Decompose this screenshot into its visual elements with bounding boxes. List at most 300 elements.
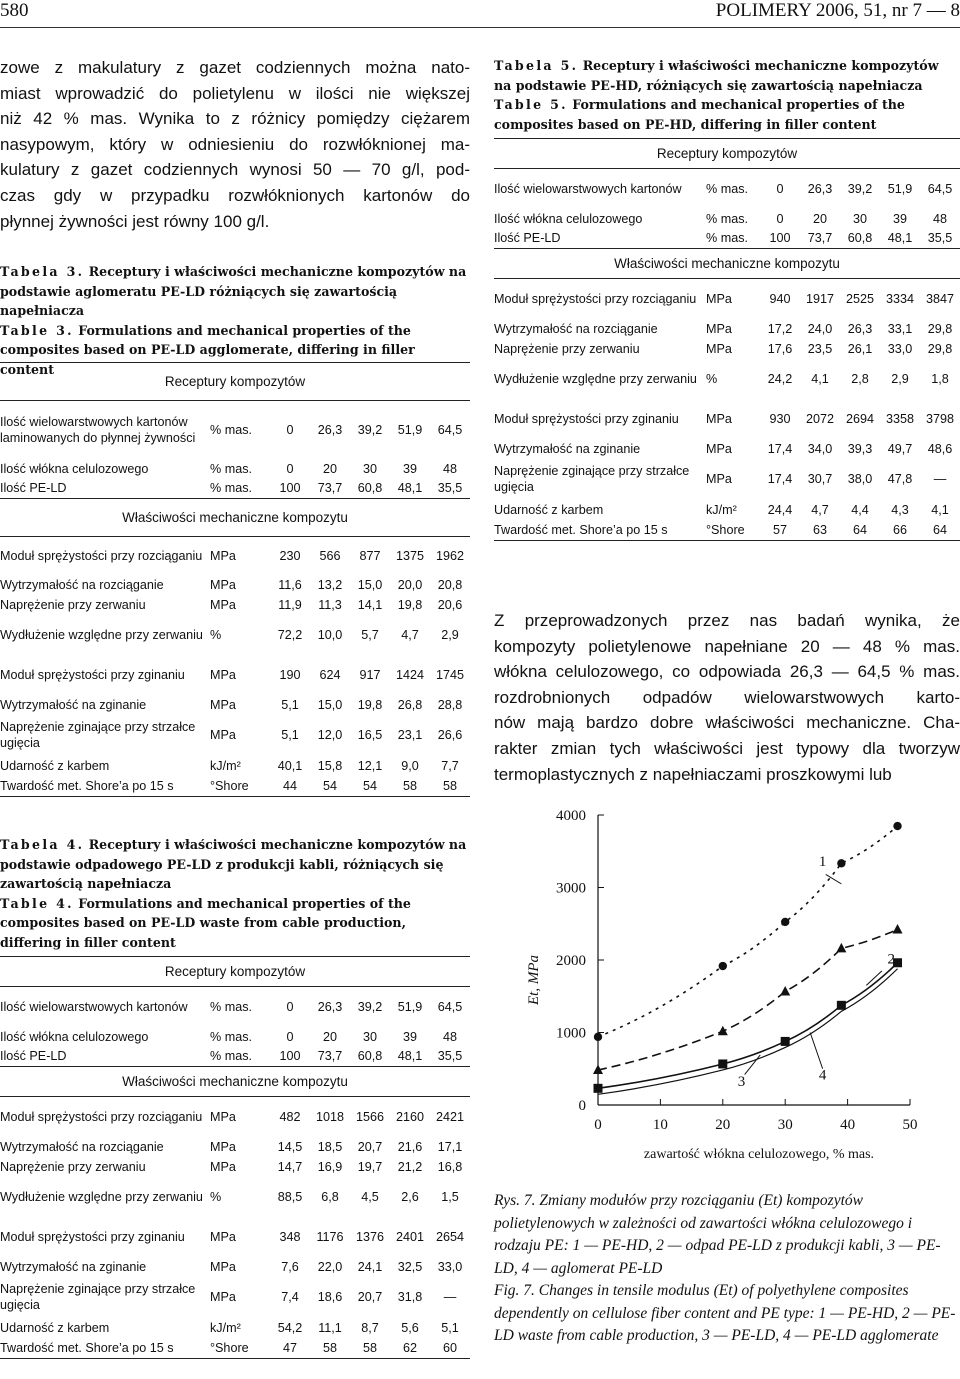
cell-value: 24,2	[767, 371, 793, 386]
table-row	[0, 1339, 470, 1359]
series-line-3	[598, 969, 898, 1095]
cell-value: 33,0	[437, 1259, 463, 1274]
cell-value: 1962	[435, 548, 465, 563]
y-tick-label: 3000	[556, 880, 586, 897]
curve-leader-4	[810, 1033, 822, 1069]
cell-value: 54	[322, 779, 337, 794]
row-unit: MPa	[210, 667, 236, 682]
cell-value: 51,9	[397, 999, 423, 1014]
cell-value: 10,0	[317, 627, 343, 642]
row-unit: MPa	[706, 471, 732, 486]
cell-value: 2525	[845, 291, 875, 306]
cell-value: 1566	[355, 1109, 385, 1124]
figure7-chart	[494, 800, 960, 1180]
data-point-s1	[837, 859, 845, 867]
text-line: rozdrobnionych odpadów wielowarstwowych karto-	[494, 687, 960, 707]
cell-value: 64,5	[437, 422, 463, 437]
text-line: niż 42 % mas. Wynika to z różnicy pomiędzy ciężarem	[0, 109, 470, 129]
table-row	[0, 575, 470, 595]
cell-value: 15,0	[317, 697, 343, 712]
cell-value: 44	[282, 779, 297, 794]
cell-value: 22,0	[317, 1259, 343, 1274]
table-row	[0, 1277, 470, 1317]
figure7-caption	[494, 1190, 960, 1348]
curve-label-2: 2	[887, 951, 896, 968]
row-unit: %	[210, 1189, 222, 1204]
cell-value: 917	[359, 667, 381, 682]
row-unit: MPa	[210, 1289, 236, 1304]
row-unit: % mas.	[210, 461, 252, 476]
cell-value: 30,7	[807, 471, 833, 486]
table-row	[0, 1027, 470, 1047]
cell-value: 2,9	[441, 627, 459, 642]
series-line-4	[598, 963, 898, 1089]
table-row	[0, 755, 470, 777]
cell-value: 54,2	[277, 1320, 303, 1335]
cell-value: 26,1	[847, 341, 873, 356]
cell-value: 23,1	[397, 727, 423, 742]
cell-value: 230	[279, 548, 301, 563]
cell-value: 2160	[395, 1109, 425, 1124]
row-unit: MPa	[706, 441, 732, 456]
cell-value: 16,5	[357, 727, 383, 742]
x-tick-label: 0	[594, 1117, 602, 1133]
cell-value: 30	[362, 461, 377, 476]
cell-value: 73,7	[807, 231, 833, 246]
cell-value: 940	[769, 291, 791, 306]
row-label: Wydłużenie względne przy zerwaniu	[494, 371, 697, 386]
data-point-s4	[594, 1084, 603, 1093]
row-unit: °Shore	[210, 1341, 249, 1356]
data-point-s1	[719, 962, 727, 970]
cell-value: 3334	[885, 291, 915, 306]
row-label: Moduł sprężystości przy zginaniu	[0, 1229, 185, 1244]
data-point-s2	[780, 986, 790, 996]
cell-value: 48	[442, 1029, 457, 1044]
table-row	[0, 1317, 470, 1339]
cell-value: 0	[286, 422, 294, 437]
cell-value: 1,5	[441, 1189, 459, 1204]
table-row	[0, 615, 470, 655]
cell-value: 1,8	[931, 371, 949, 386]
cell-value: 51,9	[397, 422, 423, 437]
figure7-caption-pl: Rys. 7. Zmiany modułów przy rozciąganiu (Et) kompozytów polietylenowych w zależności od zawartości włókna celulozowego i rodzaju PE: 1 — PE-HD, 2 — odpad PE-LD z produkcji kabli, 3 — PE-LD, 4 — aglomerat PE-LD	[494, 1192, 941, 1277]
cell-value: 7,6	[281, 1259, 299, 1274]
cell-value: 100	[769, 231, 791, 246]
text-line: termoplastycznych z napełniaczami proszkowymi lub	[494, 764, 892, 784]
page-number: 580	[0, 0, 29, 21]
cell-value: 4,7	[401, 627, 419, 642]
cell-value: 2694	[845, 411, 875, 426]
cell-value: 62	[402, 1341, 417, 1356]
cell-value: 66	[892, 523, 907, 538]
cell-value: 14,1	[357, 597, 383, 612]
row-label: Ilość włókna celulozowego	[0, 461, 149, 476]
table3-caption-en: Formulations and mechanical properties of the composites based on PE-LD agglomerate, differing in filler content	[0, 322, 415, 377]
cell-value: 14,5	[277, 1139, 303, 1154]
cell-value: 39,2	[357, 422, 383, 437]
data-point-s1	[594, 1033, 602, 1041]
cell-value: 39,2	[357, 999, 383, 1014]
table-row	[0, 1177, 470, 1217]
cell-value: 5,1	[281, 727, 299, 742]
right-paragraph	[494, 608, 960, 787]
cell-value: 48,1	[397, 481, 423, 496]
cell-value: 60	[442, 1341, 457, 1356]
cell-value: 28,8	[437, 697, 463, 712]
row-label: Wytrzymałość na zginanie	[494, 441, 641, 456]
data-point-s2	[836, 943, 846, 953]
cell-value: 58	[362, 1341, 377, 1356]
cell-value: 23,5	[807, 341, 833, 356]
table-row	[0, 401, 470, 459]
table-row	[494, 209, 960, 229]
cell-value: 0	[776, 181, 784, 196]
cell-value: 2654	[435, 1229, 465, 1244]
row-unit: % mas.	[210, 999, 252, 1014]
row-unit: MPa	[210, 727, 236, 742]
cell-value: 20,8	[437, 577, 463, 592]
row-label: Wydłużenie względne przy zerwaniu	[0, 1189, 203, 1204]
cell-value: 5,1	[281, 697, 299, 712]
table4-label-pl: Tabela 4.	[0, 837, 85, 852]
cell-value: 47,8	[887, 471, 913, 486]
cell-value: 48,1	[887, 231, 913, 246]
y-axis-label: Et, MPa	[526, 955, 542, 1005]
table-header-wlasciwosci	[0, 1067, 470, 1097]
table-row	[494, 279, 960, 319]
cell-value: 64	[852, 523, 867, 538]
text-line: nasypowym, który w odniesieniu do rozwłóknionej ma-	[0, 134, 470, 154]
cell-value: 566	[319, 548, 341, 563]
row-label: Ilość włókna celulozowego	[0, 1029, 149, 1044]
table-row	[0, 777, 470, 797]
row-unit: kJ/m²	[210, 758, 241, 773]
table3-caption-pl: Receptury i właściwości mechaniczne kompozytów na podstawie aglomeratu PE-LD różniących się zawartością napełniacza	[0, 264, 467, 318]
x-tick-label: 10	[652, 1117, 668, 1133]
cell-value: 49,7	[887, 441, 913, 456]
table-header-wlasciwosci	[0, 499, 470, 537]
cell-value: 58	[402, 779, 417, 794]
table-row	[0, 1217, 470, 1257]
cell-value: 17,1	[437, 1139, 463, 1154]
cell-value: 16,9	[317, 1159, 343, 1174]
cell-value: 190	[279, 667, 301, 682]
text-line: kompozyty polietylenowe napełniane 20 — 48 % mas.	[494, 636, 960, 656]
row-unit: °Shore	[210, 779, 249, 794]
cell-value: 29,8	[927, 341, 953, 356]
row-label: Wytrzymałość na rozciąganie	[0, 577, 164, 592]
cell-value: 1018	[315, 1109, 345, 1124]
cell-value: 35,5	[927, 231, 953, 246]
header-rule	[0, 27, 960, 28]
row-label: Moduł sprężystości przy rozciąganiu	[0, 548, 203, 563]
cell-value: 17,6	[767, 341, 793, 356]
cell-value: 19,7	[357, 1159, 383, 1174]
data-point-s4	[718, 1059, 727, 1068]
cell-value: 24,1	[357, 1259, 383, 1274]
cell-value: 26,8	[397, 697, 423, 712]
table-row	[494, 169, 960, 209]
y-tick-label: 4000	[556, 808, 586, 824]
x-tick-label: 20	[715, 1117, 731, 1133]
row-label: Ilość wielowarstwowych kartonów laminowanych do płynnej żywności	[0, 414, 196, 445]
cell-value: 47	[282, 1341, 297, 1356]
cell-value: 11,6	[278, 577, 302, 592]
table-row	[494, 229, 960, 249]
row-label: Wytrzymałość na rozciąganie	[494, 321, 658, 336]
table4-caption	[0, 835, 470, 952]
cell-value: 48,6	[927, 441, 953, 456]
row-label: Twardość met. Shore’a po 15 s	[0, 1341, 174, 1356]
cell-value: 7,4	[281, 1289, 299, 1304]
cell-value: 24,4	[767, 502, 793, 517]
row-label: Wydłużenie względne przy zerwaniu	[0, 627, 203, 642]
table-row	[0, 459, 470, 479]
table-header-wlasciwosci-text: Właściwości mechaniczne kompozytu	[0, 499, 470, 537]
table-row	[494, 439, 960, 459]
table-header-wlasciwosci-text: Właściwości mechaniczne kompozytu	[0, 1067, 470, 1097]
table3	[0, 362, 470, 797]
row-label: Naprężenie zginające przy strzałce ugięcia	[0, 719, 196, 750]
cell-value: 8,7	[361, 1320, 379, 1335]
row-label: Naprężenie zginające przy strzałce ugięcia	[494, 463, 690, 494]
table-row	[0, 695, 470, 715]
cell-value: 20,7	[357, 1289, 383, 1304]
row-unit: MPa	[706, 291, 732, 306]
table3-label-pl: Tabela 3.	[0, 264, 85, 279]
table-row	[0, 1257, 470, 1277]
cell-value: 26,6	[437, 727, 463, 742]
cell-value: 20,7	[357, 1139, 383, 1154]
cell-value: 19,8	[357, 697, 383, 712]
cell-value: 100	[279, 1049, 301, 1064]
cell-value: 100	[279, 481, 301, 496]
cell-value: 60,8	[357, 481, 383, 496]
table-row	[0, 1137, 470, 1157]
row-label: Ilość PE-LD	[0, 481, 67, 496]
cell-value: 4,5	[361, 1189, 379, 1204]
row-unit: % mas.	[210, 422, 252, 437]
cell-value: 39	[892, 211, 907, 226]
cell-value: 624	[319, 667, 341, 682]
cell-value: 11,1	[318, 1320, 342, 1335]
cell-value: 6,8	[321, 1189, 339, 1204]
cell-value: 39,2	[847, 181, 873, 196]
cell-value: 18,6	[317, 1289, 343, 1304]
row-label: Ilość wielowarstwowych kartonów	[0, 999, 188, 1014]
y-tick-label: 1000	[556, 1025, 586, 1042]
table-row	[0, 655, 470, 695]
row-label: Naprężenie przy zerwaniu	[0, 1159, 146, 1174]
table-header-wlasciwosci-text: Właściwości mechaniczne kompozytu	[494, 249, 960, 279]
row-unit: % mas.	[210, 1049, 252, 1064]
table4-label-en: Table 4.	[0, 895, 74, 911]
text-line: włókna celulozowego, co odpowiada 26,3 — 64,5 % mas.	[494, 662, 960, 682]
curve-label-3: 3	[737, 1074, 746, 1091]
curve-label-1: 1	[818, 853, 827, 870]
text-line: płynnej żywności jest równy 100 g/l.	[0, 211, 270, 231]
cell-value: 5,6	[401, 1320, 419, 1335]
data-point-s4	[837, 1001, 846, 1010]
table4-caption-pl: Receptury i właściwości mechaniczne kompozytów na podstawie odpadowego PE-LD z produkcji kabli, różniących się zawartością napełniacza	[0, 837, 467, 891]
row-unit: MPa	[210, 1139, 236, 1154]
table-row	[0, 987, 470, 1027]
cell-value: —	[443, 1289, 457, 1304]
cell-value: 20,6	[437, 597, 463, 612]
cell-value: 58	[442, 779, 457, 794]
text-line: kulatury z gazet codziennych wynosi 50 — 70 g/l, pod-	[0, 160, 470, 180]
row-unit: MPa	[706, 411, 732, 426]
cell-value: 39	[402, 1029, 417, 1044]
row-label: Udarność z karbem	[0, 1320, 110, 1335]
cell-value: 17,2	[767, 321, 793, 336]
table5	[494, 138, 960, 541]
cell-value: 1376	[355, 1229, 385, 1244]
table-row	[0, 1047, 470, 1067]
row-label: Udarność z karbem	[494, 502, 604, 517]
table-header-receptury-text: Receptury kompozytów	[0, 957, 470, 987]
cell-value: 30	[362, 1029, 377, 1044]
row-label: Moduł sprężystości przy rozciąganiu	[494, 291, 697, 306]
table-row	[0, 479, 470, 499]
row-label: Moduł sprężystości przy zginaniu	[494, 411, 679, 426]
cell-value: 26,3	[317, 999, 343, 1014]
row-label: Wytrzymałość na zginanie	[0, 1259, 147, 1274]
cell-value: 57	[772, 523, 787, 538]
cell-value: 29,8	[927, 321, 953, 336]
row-unit: % mas.	[706, 181, 748, 196]
row-label: Twardość met. Shore’a po 15 s	[0, 779, 174, 794]
cell-value: 0	[286, 1029, 294, 1044]
cell-value: 73,7	[317, 481, 343, 496]
cell-value: 4,4	[851, 502, 869, 517]
cell-value: 20	[322, 1029, 337, 1044]
cell-value: 13,2	[317, 577, 343, 592]
cell-value: 33,0	[887, 341, 913, 356]
table-row	[494, 339, 960, 359]
cell-value: 31,8	[397, 1289, 423, 1304]
data-point-s1	[893, 822, 901, 830]
cell-value: 4,3	[891, 502, 909, 517]
cell-value: 20	[812, 211, 827, 226]
cell-value: 48,1	[397, 1049, 423, 1064]
cell-value: 4,7	[811, 502, 829, 517]
row-label: Naprężenie przy zerwaniu	[0, 597, 146, 612]
cell-value: 15,8	[317, 758, 343, 773]
table5-caption	[494, 56, 960, 134]
y-tick-label: 2000	[556, 953, 586, 969]
table-row	[0, 1097, 470, 1137]
data-point-s1	[781, 918, 789, 926]
cell-value: 35,5	[437, 1049, 463, 1064]
x-axis-label: zawartość włókna celulozowego, % mas.	[643, 1147, 875, 1162]
curve-label-4: 4	[818, 1067, 827, 1084]
row-unit: MPa	[210, 548, 236, 563]
cell-value: 0	[286, 461, 294, 476]
page-header	[0, 0, 960, 22]
cell-value: —	[933, 471, 947, 486]
cell-value: 64	[932, 523, 947, 538]
cell-value: 17,4	[767, 471, 793, 486]
x-tick-label: 30	[777, 1117, 793, 1133]
table3-label-en: Table 3.	[0, 322, 74, 338]
text-line: nów mają bardzo dobre właściwości mechaniczne. Cha-	[494, 713, 960, 733]
row-unit: MPa	[210, 577, 236, 592]
cell-value: 24,0	[807, 321, 833, 336]
text-line: rakter zmian tych właściwości jest typowy dla tworzyw	[494, 738, 960, 758]
table-row	[0, 537, 470, 575]
row-unit: % mas.	[210, 481, 252, 496]
figure7-caption-en: Fig. 7. Changes in tensile modulus (Et) of polyethylene composites dependently on cellulose fiber content and PE type: 1 — PE-HD, 2 — PE-LD waste from cable production, 3 — PE-LD, 4 — PE-LD agglomerate	[494, 1282, 956, 1344]
cell-value: 39	[402, 461, 417, 476]
x-tick-label: 50	[902, 1117, 918, 1133]
row-unit: % mas.	[706, 211, 748, 226]
cell-value: 3798	[925, 411, 955, 426]
cell-value: 7,7	[441, 758, 459, 773]
cell-value: 33,1	[887, 321, 913, 336]
cell-value: 26,3	[847, 321, 873, 336]
cell-value: 26,3	[317, 422, 343, 437]
table-row	[494, 459, 960, 499]
cell-value: 21,2	[397, 1159, 423, 1174]
table-header-receptury	[494, 139, 960, 169]
cell-value: 15,0	[357, 577, 383, 592]
cell-value: 51,9	[887, 181, 913, 196]
row-unit: kJ/m²	[706, 502, 737, 517]
row-unit: MPa	[210, 1229, 236, 1244]
cell-value: 11,9	[278, 597, 302, 612]
cell-value: 2072	[805, 411, 835, 426]
row-unit: MPa	[210, 697, 236, 712]
row-label: Ilość włókna celulozowego	[494, 211, 643, 226]
y-tick-label: 0	[578, 1098, 586, 1114]
cell-value: 39,3	[847, 441, 873, 456]
cell-value: 877	[359, 548, 381, 563]
cell-value: 64,5	[927, 181, 953, 196]
cell-value: 12,1	[357, 758, 383, 773]
row-label: Naprężenie zginające przy strzałce ugięcia	[0, 1281, 196, 1312]
cell-value: 1375	[395, 548, 425, 563]
table-header-wlasciwosci	[494, 249, 960, 279]
cell-value: 18,5	[317, 1139, 343, 1154]
text-line: miast wprowadzić do polietylenu w ilości nie większej	[0, 83, 470, 103]
cell-value: 20,0	[397, 577, 423, 592]
cell-value: 72,2	[277, 627, 303, 642]
cell-value: 88,5	[277, 1189, 303, 1204]
cell-value: 4,1	[931, 502, 949, 517]
cell-value: 1745	[435, 667, 465, 682]
table-row	[494, 319, 960, 339]
cell-value: 19,8	[397, 597, 423, 612]
cell-value: 63	[812, 523, 827, 538]
cell-value: 48	[932, 211, 947, 226]
data-point-s2	[893, 924, 903, 934]
cell-value: 2,8	[851, 371, 869, 386]
row-label: Wytrzymałość na zginanie	[0, 697, 147, 712]
table-header-receptury-text: Receptury kompozytów	[494, 139, 960, 169]
cell-value: 3358	[885, 411, 915, 426]
row-unit: % mas.	[210, 1029, 252, 1044]
table-row	[494, 399, 960, 439]
row-unit: MPa	[210, 1109, 236, 1124]
table5-caption-pl: Receptury i właściwości mechaniczne kompozytów na podstawie PE-HD, różniących się zawartością napełniacza	[494, 58, 939, 93]
row-label: Wytrzymałość na rozciąganie	[0, 1139, 164, 1154]
table-row	[0, 595, 470, 615]
data-point-s4	[781, 1037, 790, 1046]
row-unit: % mas.	[706, 231, 748, 246]
x-tick-label: 40	[840, 1117, 856, 1133]
